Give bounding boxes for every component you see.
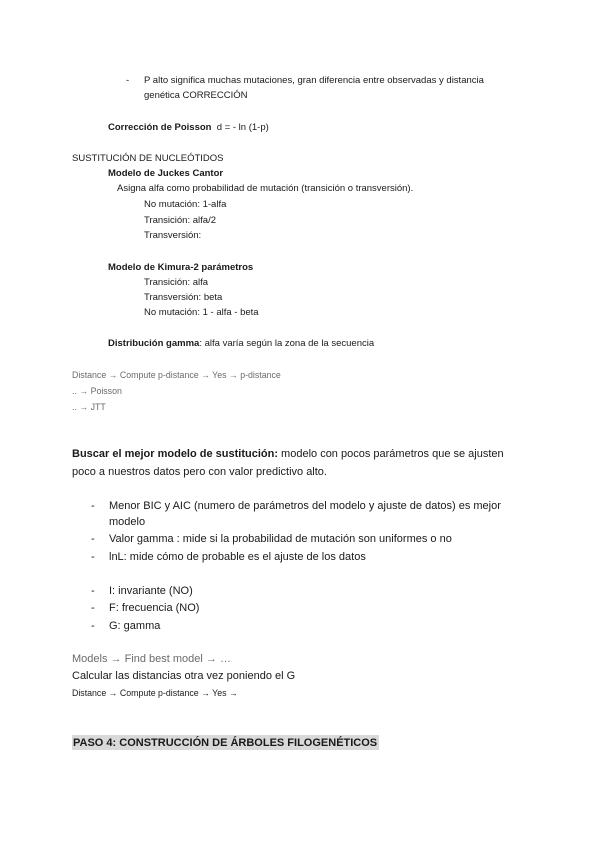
bullet-item: G: gamma bbox=[109, 620, 161, 632]
best-model-title: Buscar el mejor modelo de sustitución: bbox=[72, 448, 278, 460]
bullet-item: F: frecuencia (NO) bbox=[109, 602, 200, 614]
bullet-dash: - bbox=[91, 620, 95, 632]
menu-path: .. → Poisson bbox=[72, 386, 122, 396]
bullet-dash: - bbox=[91, 585, 95, 597]
menu-path: Distance → Compute p-distance → Yes → p-distance bbox=[72, 370, 281, 380]
jukes-item: Transición: alfa/2 bbox=[144, 215, 216, 226]
bullet-item: Menor BIC y AIC (numero de parámetros del modelo y ajuste de datos) es mejor bbox=[109, 500, 501, 512]
jukes-cantor-title: Modelo de Juckes Cantor bbox=[108, 168, 224, 179]
paso-4-heading bbox=[72, 737, 379, 749]
calc-distances-text: Calcular las distancias otra vez poniendo el G bbox=[72, 670, 296, 682]
bullet-item-continuation: modelo bbox=[109, 516, 146, 528]
jukes-item: No mutación: 1-alfa bbox=[144, 199, 227, 210]
kimura-item: No mutación: 1 - alfa - beta bbox=[144, 307, 259, 318]
bullet-dash: - bbox=[126, 75, 130, 86]
jukes-cantor-description: Asigna alfa como probabilidad de mutación (transición o transversión). bbox=[117, 183, 414, 194]
distance-menu-path: Distance → Compute p-distance → Yes → bbox=[72, 688, 238, 698]
paso-4-highlight: PASO 4: CONSTRUCCIÓN DE ÁRBOLES FILOGENÉTICOS bbox=[73, 737, 378, 749]
bullet-dash: - bbox=[91, 602, 95, 614]
poisson-correction bbox=[108, 122, 269, 133]
models-menu-path: Models → Find best model → … bbox=[72, 653, 231, 665]
poisson-label: Corrección de Poisson bbox=[108, 122, 212, 133]
menu-path: .. → JTT bbox=[72, 402, 106, 412]
kimura-item: Transición: alfa bbox=[144, 277, 209, 288]
kimura-title: Modelo de Kimura-2 parámetros bbox=[108, 262, 254, 273]
kimura-item: Transversión: beta bbox=[144, 292, 223, 303]
jukes-item: Transversión: bbox=[144, 230, 202, 241]
bullet-dash: - bbox=[91, 533, 95, 545]
gamma-label: Distribución gamma bbox=[108, 338, 200, 349]
best-model-text: modelo con pocos parámetros que se ajusten bbox=[278, 448, 504, 460]
intro-bullet-line-2: genética CORRECCIÓN bbox=[144, 90, 248, 101]
best-model-paragraph-line-2: poco a nuestros datos pero con valor predictivo alto. bbox=[72, 466, 327, 478]
gamma-distribution bbox=[108, 338, 374, 349]
bullet-item: lnL: mide cómo de probable es el ajuste de los datos bbox=[109, 551, 366, 563]
bullet-item: Valor gamma : mide si la probabilidad de mutación son uniformes o no bbox=[109, 533, 452, 545]
poisson-formula: d = - ln (1-p) bbox=[216, 122, 269, 133]
intro-bullet-line-1: P alto significa muchas mutaciones, gran diferencia entre observadas y distancia bbox=[144, 75, 484, 86]
best-model-paragraph-line-1 bbox=[72, 448, 504, 460]
gamma-text: : alfa varía según la zona de la secuencia bbox=[199, 338, 375, 349]
bullet-item: I: invariante (NO) bbox=[109, 585, 193, 597]
bullet-dash: - bbox=[91, 500, 95, 512]
bullet-dash: - bbox=[91, 551, 95, 563]
substitution-heading: SUSTITUCIÓN DE NUCLEÓTIDOS bbox=[72, 153, 224, 164]
